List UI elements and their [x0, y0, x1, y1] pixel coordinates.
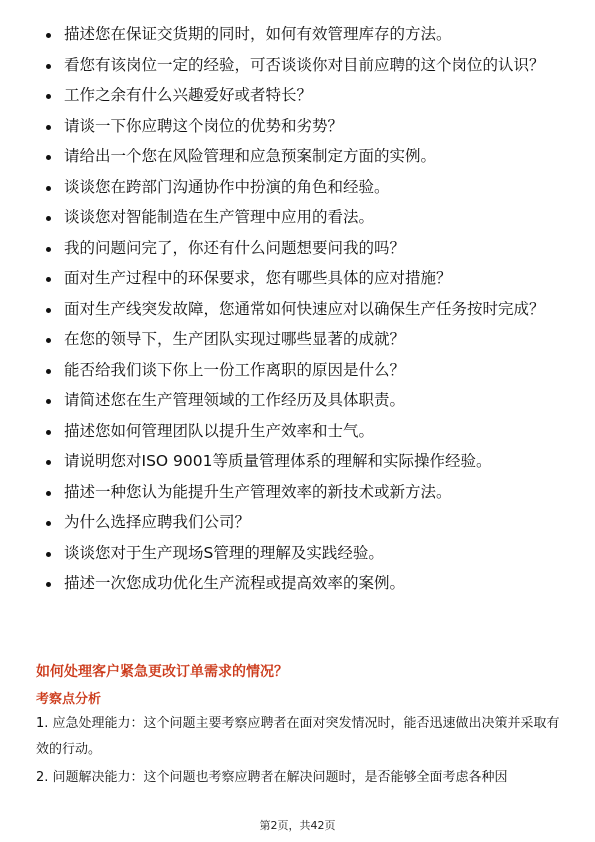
question-item: [42, 420, 562, 442]
question-item: [42, 84, 562, 106]
question-item: [42, 145, 562, 167]
question-text: 面对生产过程中的环保要求，您有哪些具体的应对措施？: [64, 269, 452, 287]
question-text: 描述您如何管理团队以提升生产效率和士气。: [64, 421, 375, 440]
question-text: 请简述您在生产管理领域的工作经历及具体职责。: [64, 391, 406, 409]
bullet-icon: [46, 64, 51, 69]
question-text: 描述您在保证交货期的同时，如何有效管理库存的方法。: [64, 25, 452, 43]
question-text: 为什么选择应聘我们公司？: [64, 513, 251, 531]
question-item: [42, 115, 562, 137]
question-text: 工作之余有什么兴趣爱好或者特长？: [64, 86, 313, 104]
question-list: [42, 23, 562, 603]
page-footer: 第2页，共42页: [259, 819, 336, 832]
bullet-icon: [46, 582, 51, 587]
question-item: [42, 328, 562, 350]
bullet-icon: [46, 460, 51, 465]
question-item: [42, 450, 562, 472]
question-item: [42, 298, 562, 320]
question-text: 谈谈您对智能制造在生产管理中应用的看法。: [64, 208, 375, 226]
question-text: 请给出一个您在风险管理和应急预案制定方面的实例。: [64, 147, 437, 165]
analysis-paragraph: 2. 问题解决能力：这个问题也考察应聘者在解决问题时，是否能够全面考虑各种因: [36, 770, 508, 785]
bullet-icon: [46, 33, 51, 38]
question-item: [42, 206, 562, 228]
analysis-paragraph: 1. 应急处理能力：这个问题主要考察应聘者在面对突发情况时，能否迅速做出决策并采取有效的行动。: [36, 716, 560, 757]
question-item: [42, 267, 562, 289]
question-item: [42, 389, 562, 411]
question-item: [42, 54, 562, 76]
bullet-icon: [46, 155, 51, 160]
question-item: [42, 511, 562, 533]
question-text: 请说明您对ISO 9001等质量管理体系的理解和实际操作经验。: [64, 452, 492, 470]
bullet-icon: [46, 430, 51, 435]
question-item: [42, 359, 562, 381]
question-text: 谈谈您在跨部门沟通协作中扮演的角色和经验。: [64, 177, 390, 196]
question-item: [42, 176, 562, 198]
analysis-subtitle: 考察点分析: [36, 692, 102, 707]
bullet-icon: [46, 125, 51, 130]
question-text: 看您有该岗位一定的经验，可否谈谈你对目前应聘的这个岗位的认识？: [64, 55, 545, 74]
question-item: [42, 542, 562, 564]
bullet-icon: [46, 521, 51, 526]
bullet-icon: [46, 277, 51, 282]
question-text: 描述一种您认为能提升生产管理效率的新技术或新方法。: [64, 482, 452, 501]
question-text: 请谈一下你应聘这个岗位的优势和劣势？: [64, 116, 344, 135]
bullet-icon: [46, 491, 51, 496]
bullet-icon: [46, 552, 51, 557]
bullet-icon: [46, 247, 51, 252]
question-item: [42, 572, 562, 594]
bullet-icon: [46, 308, 51, 313]
question-item: [42, 23, 562, 45]
section-title: 如何处理客户紧急更改订单需求的情况？: [36, 664, 288, 680]
question-text: 谈谈您对于生产现场S管理的理解及实践经验。: [64, 543, 384, 562]
bullet-icon: [46, 369, 51, 374]
bullet-icon: [46, 94, 51, 99]
analysis-body: [36, 711, 561, 794]
question-item: [42, 481, 562, 503]
question-text: 在您的领导下，生产团队实现过哪些显著的成就？: [64, 330, 406, 348]
question-text: 描述一次您成功优化生产流程或提高效率的案例。: [64, 574, 406, 592]
bullet-icon: [46, 216, 51, 221]
question-item: [42, 237, 562, 259]
bullet-icon: [46, 399, 51, 404]
bullet-icon: [46, 186, 51, 191]
question-text: 能否给我们谈下你上一份工作离职的原因是什么？: [64, 360, 406, 379]
question-text: 我的问题问完了，你还有什么问题想要问我的吗？: [64, 238, 406, 257]
question-text: 面对生产线突发故障，您通常如何快速应对以确保生产任务按时完成？: [64, 299, 545, 318]
bullet-icon: [46, 338, 51, 343]
